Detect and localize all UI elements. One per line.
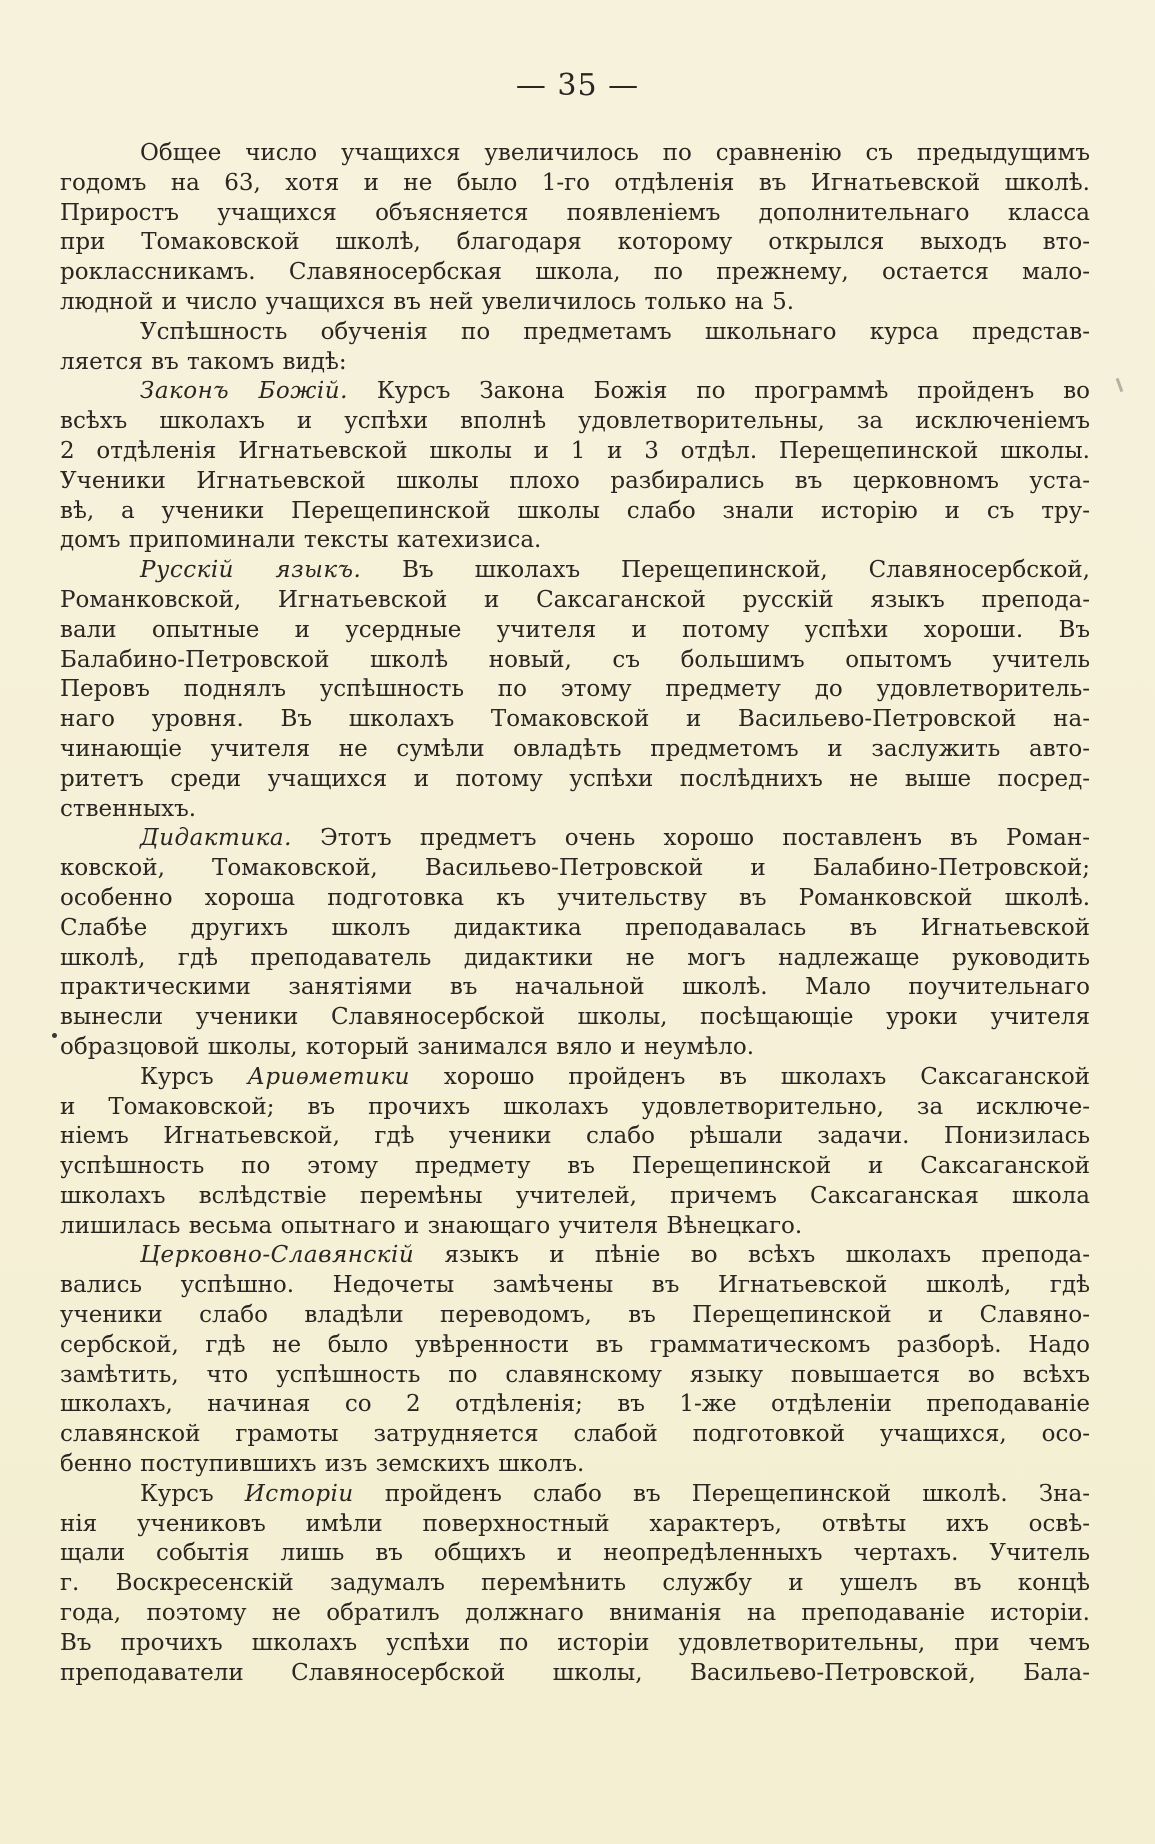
line-text: Общее число учащихся увеличилось по сравненію съ предыдущимъ (140, 140, 1090, 166)
text-line (60, 1539, 1090, 1569)
text-line (60, 258, 1090, 288)
line-text: пройденъ слабо въ Перещепинской школѣ. Зна- (353, 1480, 1090, 1507)
text-line (60, 169, 1090, 199)
line-text: Слабѣе другихъ школъ дидактика преподавалась въ Игнатьевской (60, 914, 1090, 941)
line-text: годомъ на 63, хотя и не было 1-го отдѣленія въ Игнатьевской школѣ. (60, 169, 1090, 196)
line-text: Курсъ Закона Божія по программѣ пройденъ во (347, 378, 1090, 405)
line-prefix: Курсъ (140, 1480, 245, 1507)
text-line (60, 1450, 1090, 1480)
text-line (60, 1063, 1090, 1093)
line-text: замѣтить, что успѣшность по славянскому языку повышается во всѣхъ (60, 1361, 1090, 1388)
text-line (60, 1093, 1090, 1123)
text-line (60, 1241, 1090, 1271)
text-line (60, 497, 1090, 527)
line-text: Перовъ поднялъ успѣшность по этому предмету до удовлетворитель- (60, 676, 1090, 703)
line-text: ритетъ среди учащихся и потому успѣхи послѣднихъ не выше посред- (60, 765, 1090, 792)
text-line (60, 1599, 1090, 1629)
line-text: и Томаковской; въ прочихъ школахъ удовлетворительно, за исключе- (60, 1093, 1090, 1120)
line-text: Балабино-Петровской школѣ новый, съ большимъ опытомъ учитель (60, 646, 1090, 673)
line-text: школахъ, начиная со 2 отдѣленія; въ 1-же отдѣленіи преподаваніе (60, 1391, 1090, 1418)
text-line (60, 884, 1090, 914)
section-heading: Русскій языкъ. (140, 557, 362, 584)
line-text: людной и число учащихся въ ней увеличилось только на 5. (60, 288, 795, 315)
line-text: вынесли ученики Славяносербской школы, посѣщающіе уроки учителя (60, 1004, 1090, 1031)
text-line (60, 437, 1090, 467)
text-line (60, 1510, 1090, 1540)
text-line (60, 616, 1090, 646)
line-text: практическими занятіями въ начальной школѣ. Мало поучительнаго (60, 974, 1090, 1001)
line-text: преподаватели Славяносербской школы, Васильево-Петровской, Бала- (60, 1659, 1090, 1686)
line-text: года, поэтому не обратилъ должнаго вниманія на преподаваніе исторіи. (60, 1600, 1090, 1627)
text-line (60, 407, 1090, 437)
line-text: успѣшность по этому предмету въ Перещепинской и Саксаганской (60, 1153, 1090, 1180)
line-text: ніемъ Игнатьевской, гдѣ ученики слабо рѣшали задачи. Понизилась (60, 1123, 1090, 1150)
text-line (60, 735, 1090, 765)
text-line (60, 139, 1090, 169)
text-line (60, 795, 1090, 825)
line-text: хорошо пройденъ въ школахъ Саксаганской (410, 1063, 1090, 1090)
section-heading: Законъ Божій. (140, 378, 348, 405)
line-text: нія учениковъ имѣли поверхностный характеръ, отвѣты ихъ освѣ- (60, 1510, 1090, 1537)
text-line (60, 348, 1090, 378)
line-text: бенно поступившихъ изъ земскихъ школъ. (60, 1451, 585, 1478)
text-line (60, 288, 1090, 318)
line-text: ляется въ такомъ видѣ: (60, 348, 347, 375)
section-heading: Исторіи (244, 1480, 354, 1507)
text-line (60, 556, 1090, 586)
text-line (60, 228, 1090, 258)
text-line (60, 1003, 1090, 1033)
line-text: Ученики Игнатьевской школы плохо разбирались въ церковномъ уста- (60, 467, 1090, 494)
line-text: чинающіе учителя не сумѣли овладѣть предметомъ и заслужить авто- (60, 735, 1090, 762)
text-line (60, 586, 1090, 616)
line-text: образцовой школы, который занимался вяло и неумѣло. (60, 1033, 755, 1060)
line-text: рокласcникамъ. Славяносербская школа, по прежнему, остается мало- (60, 259, 1090, 286)
line-text: Въ прочихъ школахъ успѣхи по исторіи удовлетворительны, при чемъ (60, 1629, 1090, 1656)
line-text: школахъ вслѣдствіе перемѣны учителей, причемъ Саксаганская школа (60, 1182, 1090, 1209)
line-text: особенно хороша подготовка къ учительству въ Романковской школѣ. (60, 884, 1090, 911)
line-text: сербской, гдѣ не было увѣренности въ грамматическомъ разборѣ. Надо (60, 1331, 1090, 1358)
text-line (60, 1390, 1090, 1420)
line-text: всѣхъ школахъ и успѣхи вполнѣ удовлетворительны, за исключеніемъ (60, 408, 1090, 435)
line-text: Успѣшность обученія по предметамъ школьнаго курса представ- (140, 318, 1090, 345)
line-text: лишилась весьма опытнаго и знающаго учителя Вѣнецкаго. (60, 1212, 803, 1239)
line-text: Этотъ предметъ очень хорошо поставленъ въ Роман- (291, 825, 1090, 852)
line-text: ственныхъ. (60, 795, 197, 822)
text-line (60, 1331, 1090, 1361)
line-text: наго уровня. Въ школахъ Томаковской и Васильево-Петровской на- (60, 706, 1090, 733)
text-line (60, 1271, 1090, 1301)
line-text: школѣ, гдѣ преподаватель дидактики не могъ надлежаще руководить (60, 944, 1090, 971)
line-text: ковской, Томаковской, Васильево-Петровской и Балабино-Петровской; (60, 855, 1090, 882)
line-text: славянской грамоты затрудняется слабой подготовкой учащихся, осо- (60, 1421, 1090, 1448)
text-line (60, 765, 1090, 795)
text-line (60, 973, 1090, 1003)
text-line (60, 824, 1090, 854)
line-text: Романковской, Игнатьевской и Саксаганской русскій языкъ препода- (60, 586, 1090, 613)
line-text: г. Воскресенскій задумалъ перемѣнить службу и ушелъ въ концѣ (60, 1570, 1090, 1597)
body-text (60, 139, 1090, 1688)
section-heading: Дидактика. (140, 825, 292, 852)
text-line (60, 1569, 1090, 1599)
text-line (60, 854, 1090, 884)
line-text: ученики слабо владѣли переводомъ, въ Перещепинской и Славяно- (60, 1302, 1090, 1329)
line-text: щали событія лишь въ общихъ и неопредѣленныхъ чертахъ. Учитель (60, 1540, 1090, 1567)
text-line (60, 1182, 1090, 1212)
text-line (60, 944, 1090, 974)
line-text: вѣ, а ученики Перещепинской школы слабо знали исторію и съ тру- (60, 497, 1090, 524)
text-line (60, 675, 1090, 705)
line-text: при Томаковской школѣ, благодаря которому открылся выходъ вто- (60, 229, 1090, 256)
line-text: вались успѣшно. Недочеты замѣчены въ Игнатьевской школѣ, гдѣ (60, 1272, 1090, 1299)
text-line (60, 1480, 1090, 1510)
text-line (60, 377, 1090, 407)
text-line (60, 1361, 1090, 1391)
margin-mark (1116, 378, 1124, 392)
text-line (60, 1212, 1090, 1242)
text-line (60, 318, 1090, 348)
line-text: языкъ и пѣніе во всѣхъ школахъ препода- (414, 1242, 1090, 1269)
section-heading: Церковно-Славянскій (140, 1242, 415, 1269)
page-number: — 35 — (515, 68, 640, 103)
text-line (60, 526, 1090, 556)
text-line (60, 1420, 1090, 1450)
line-text: домъ припоминали тексты катехизиса. (60, 527, 542, 554)
text-line (60, 705, 1090, 735)
text-line (60, 1659, 1090, 1689)
line-text: Въ школахъ Перещепинской, Славяносербской, (361, 557, 1090, 584)
text-line (60, 1033, 1090, 1063)
line-text: вали опытные и усердные учителя и потому успѣхи хороши. Въ (60, 616, 1090, 643)
section-heading: Ариѳметики (247, 1063, 410, 1090)
text-line (60, 1152, 1090, 1182)
text-line (60, 646, 1090, 676)
line-text: 2 отдѣленія Игнатьевской школы и 1 и 3 отдѣл. Перещепинской школы. (60, 437, 1090, 464)
margin-dot (52, 1033, 57, 1038)
line-prefix: Курсъ (140, 1063, 248, 1090)
text-line (60, 1629, 1090, 1659)
text-line (60, 467, 1090, 497)
text-line (60, 1301, 1090, 1331)
line-text: Приростъ учащихся объясняется появленіемъ дополнительнаго класса (60, 199, 1090, 226)
text-line (60, 914, 1090, 944)
text-line (60, 199, 1090, 229)
text-line (60, 1122, 1090, 1152)
